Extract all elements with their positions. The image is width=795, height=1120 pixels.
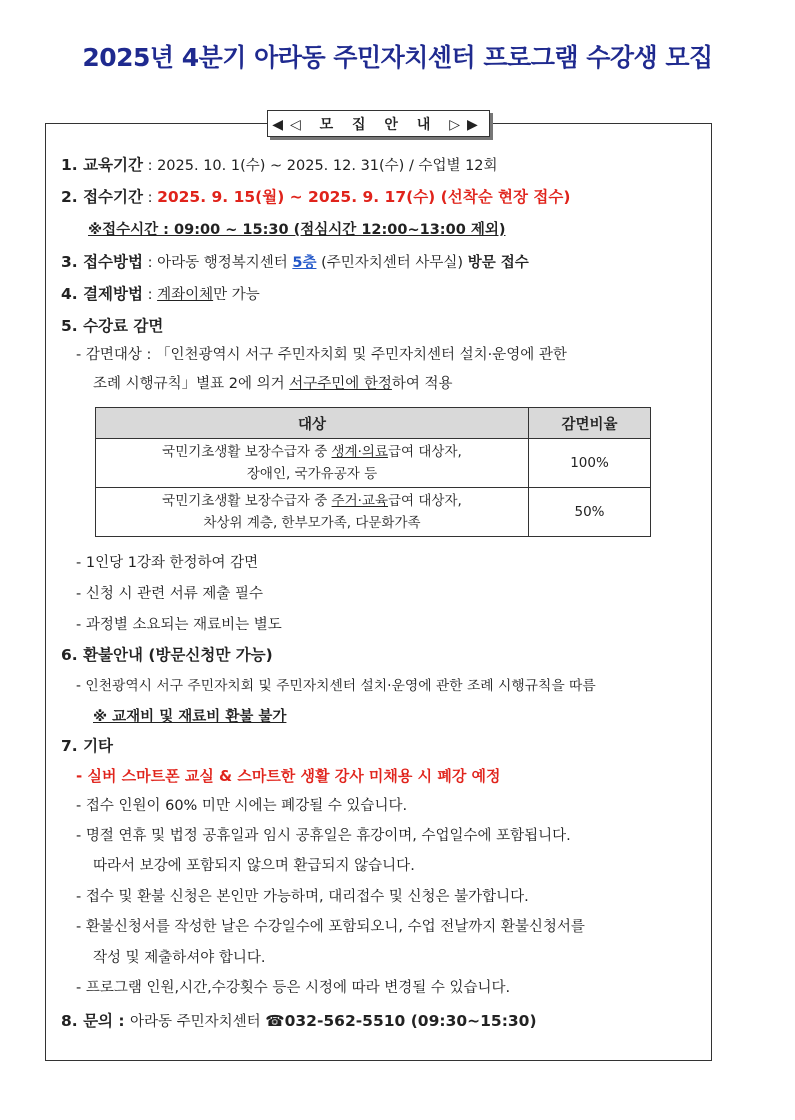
table-head-rate: 감면비율 (529, 408, 651, 439)
discount-bullet-2: - 신청 시 관련 서류 제출 필수 (76, 586, 263, 602)
discount-target-underline: 서구주민에 한정 (289, 376, 392, 392)
section-period (61, 155, 498, 176)
row1-text-a: 국민기초생활 보장수급자 중 (162, 444, 332, 460)
row2-text-b: 급여 대상자, (388, 493, 462, 509)
etc-bullet-5a: - 환불신청서를 작성한 날은 수강일수에 포함되오니, 수업 전날까지 환불신청서를 (76, 919, 585, 935)
etc-bullet-5b: 작성 및 제출하셔야 합니다. (93, 950, 266, 966)
etc-bullet-2: - 접수 인원이 60% 미만 시에는 폐강될 수 있습니다. (76, 798, 408, 814)
discount-target-end: 하여 적용 (391, 376, 453, 392)
etc-bullet-3b: 따라서 보강에 포함되지 않으며 환급되지 않습니다. (93, 858, 415, 874)
section-etc: 7. 기타 (61, 737, 114, 755)
section-discount: 5. 수강료 감면 (61, 317, 164, 335)
section-method (61, 252, 529, 273)
etc-bullet-6: - 프로그램 인원,시간,수강횟수 등은 시정에 따라 변경될 수 있습니다. (76, 980, 511, 996)
discount-bullet-3: - 과정별 소요되는 재료비는 별도 (76, 617, 282, 633)
recruit-banner: ◀◁ 모 집 안 내 ▷▶ (267, 110, 490, 137)
table-row (96, 488, 651, 537)
table-cell-target (96, 439, 529, 488)
payment-end: 만 가능 (213, 287, 260, 303)
contact-label: 8. 문의 : (61, 1012, 131, 1030)
discount-table (95, 407, 651, 537)
registration-colon: : (142, 190, 158, 206)
row2-text-c: 차상위 계층, 한부모가족, 다문화가족 (203, 515, 421, 531)
section-registration (61, 187, 570, 208)
etc-bullet-3a: - 명절 연휴 및 법정 공휴일과 임시 공휴일은 휴강이며, 수업일수에 포함됩니다. (76, 828, 571, 844)
section-payment (61, 284, 260, 305)
refund-note: ※ 교재비 및 재료비 환불 불가 (93, 709, 287, 725)
table-row (96, 439, 651, 488)
row2-text-a: 국민기초생활 보장수급자 중 (162, 493, 332, 509)
payment-label: 4. 결제방법 (61, 285, 143, 303)
payment-method: 계좌이체 (157, 287, 214, 303)
method-end: 방문 접수 (467, 255, 529, 271)
table-header-row (96, 408, 651, 439)
contact-phone: ☎032-562-5510 (09:30~15:30) (265, 1012, 537, 1030)
table-cell-rate: 100% (529, 439, 651, 488)
section-refund: 6. 환불안내 (방문신청만 가능) (61, 646, 273, 664)
table-cell-rate: 50% (529, 488, 651, 537)
table-cell-target (96, 488, 529, 537)
discount-target-pre: 조례 시행규칙」별표 2에 의거 (93, 376, 290, 392)
row1-text-b: 급여 대상자, (388, 444, 462, 460)
refund-bullet-1: - 인천광역시 서구 주민자치회 및 주민자치센터 설치·운영에 관한 조례 시행규칙을 따름 (76, 678, 596, 694)
period-text: : 2025. 10. 1(수) ~ 2025. 12. 31(수) / 수업별 12회 (142, 158, 498, 174)
discount-target-line2 (93, 374, 453, 394)
contact-place: 아라동 주민자치센터 (130, 1014, 266, 1030)
method-label: 3. 접수방법 (61, 253, 143, 271)
etc-bullet-1: - 실버 스마트폰 교실 & 스마트한 생활 강사 미채용 시 폐강 예정 (76, 767, 501, 785)
discount-target-line1: - 감면대상 : 「인천광역시 서구 주민자치회 및 주민자치센터 설치·운영에 관한 (76, 347, 567, 363)
method-floor: 5층 (292, 255, 317, 271)
method-pre: : 아라동 행정복지센터 (142, 255, 293, 271)
discount-bullet-1: - 1인당 1강좌 한정하여 감면 (76, 555, 259, 571)
table-head-target: 대상 (96, 408, 529, 439)
section-contact (61, 1011, 537, 1032)
etc-bullet-4: - 접수 및 환불 신청은 본인만 가능하며, 대리접수 및 신청은 불가합니다. (76, 889, 529, 905)
row1-text-c: 장애인, 국가유공자 등 (246, 466, 378, 482)
payment-pre: : (142, 287, 158, 303)
row1-underline: 생계·의료 (331, 444, 389, 460)
registration-time-note: ※접수시간 : 09:00 ~ 15:30 (점심시간 12:00~13:00 제외) (88, 222, 506, 238)
registration-label: 2. 접수기간 (61, 188, 143, 206)
page-title: 2025년 4분기 아라동 주민자치센터 프로그램 수강생 모집 (82, 43, 713, 72)
method-mid: (주민자치센터 사무실) (316, 255, 468, 271)
period-label: 1. 교육기간 (61, 156, 143, 174)
registration-text: 2025. 9. 15(월) ~ 2025. 9. 17(수) (선착순 현장 접수) (157, 188, 571, 206)
row2-underline: 주거·교육 (331, 493, 389, 509)
